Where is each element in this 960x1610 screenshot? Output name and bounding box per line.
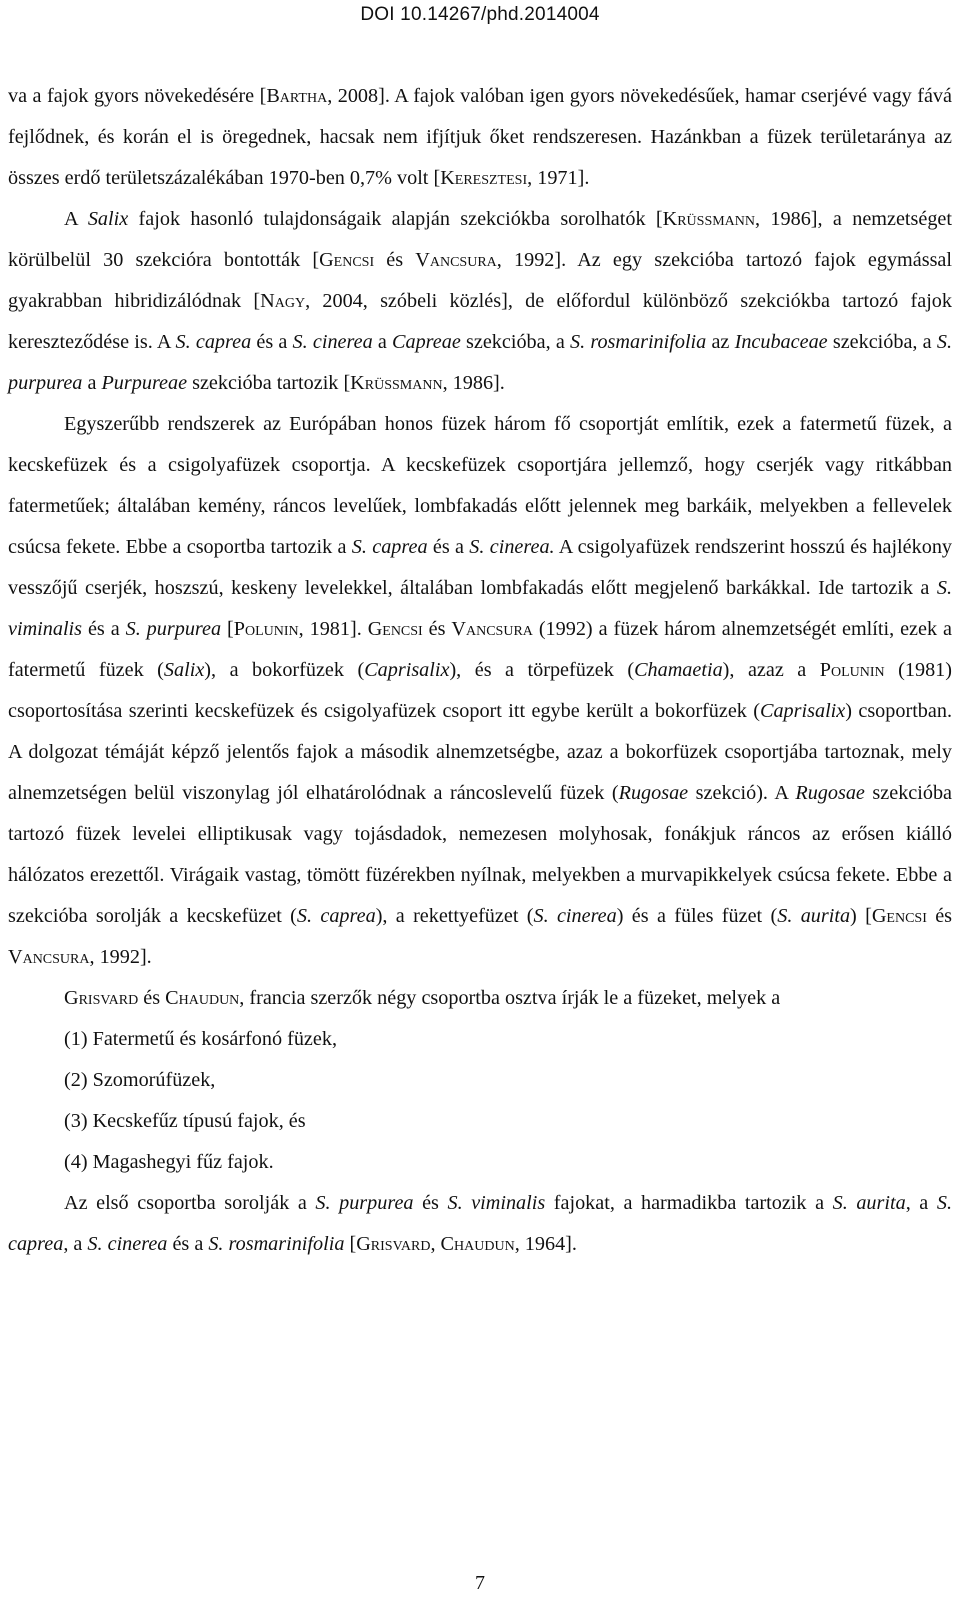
author-name: Polunin [819, 659, 885, 681]
text-run: és a [82, 618, 126, 640]
text-run: A csigolyafüzek rendszerint hosszú és hajlékony vesszőjű cserjék, hoszszú, keskeny levelekkel, általában lombfakadás előtt megjelenő barkákkal. Ide tartozik a [8, 536, 953, 599]
text-run: ), a bokorfüzek ( [204, 659, 365, 681]
text-run: , 1981]. [298, 618, 368, 640]
taxon-name: S. caprea [351, 536, 428, 558]
text-run: szekció). A [688, 782, 796, 804]
taxon-name: S. cinerea [87, 1233, 168, 1255]
taxon-name: S. caprea [8, 1192, 952, 1255]
author-name: Gencsi [319, 249, 375, 271]
taxon-name: S. viminalis [447, 1192, 546, 1214]
text-run: az [706, 331, 735, 353]
text-run: ), azaz a [722, 659, 820, 681]
text-run: és [926, 905, 953, 927]
text-run: ), és a törpefüzek ( [449, 659, 635, 681]
text-run: fajokat, a harmadikba tartozik a [545, 1192, 833, 1214]
list-item: (4) Magashegyi fűz fajok. [64, 1151, 274, 1173]
text-run: fajok hasonló tulajdonságaik alapján szekciókba sorolhatók [ [128, 208, 663, 230]
text-run: ), a rekettyefüzet ( [375, 905, 534, 927]
doi-header: DOI 10.14267/phd.2014004 [360, 4, 600, 25]
text-run: , francia szerzők négy csoportba osztva írják le a füzeket, melyek a [239, 987, 781, 1009]
text-run: Az első csoportba sorolják a [64, 1192, 316, 1214]
text-run: ) csoportban. A dolgozat témáját képző jelentős fajok a második alnemzetségbe, azaz a bokorfüzek csoportjába tartoznak, mely alnemzetségen belül viszonylag jól elhatárolódnak a ráncoslevelű füzek ( [8, 700, 952, 804]
taxon-name: S. purpurea [315, 1192, 414, 1214]
text-run: , 2004, szóbeli közlés], de előfordul különböző szekciókba tartozó fajok kereszteződése is. A [8, 290, 952, 353]
author-name: Krüssmann [350, 372, 443, 394]
text-run: [ [344, 1233, 357, 1255]
taxon-name: S. caprea [175, 331, 252, 353]
text-run: szekcióba tartozó füzek levelei elliptikusak vagy tojásdadok, nemezesen molyhosak, fonákjuk ráncos az erősen kiálló hálózatos erezettől. Virágaik vastag, tömött füzérekben nyílnak, melyekben a murvapikkelyek csúcsa fekete. Ebbe a szekcióba sorolják a kecskefüzet ( [8, 782, 952, 927]
author-name: Chaudun [165, 987, 240, 1009]
text-run: , 1971]. [527, 167, 590, 189]
taxon-name: S. cinerea [533, 905, 617, 927]
author-name: Vancsura [451, 618, 533, 640]
text-run: és [374, 249, 416, 271]
text-run: és [413, 1192, 448, 1214]
page-number: 7 [475, 1572, 485, 1594]
taxon-name: Chamaetia [634, 659, 723, 681]
taxon-name: S. caprea [296, 905, 376, 927]
taxon-name: S. aurita [832, 1192, 906, 1214]
paragraph-1 [8, 76, 952, 199]
text-run: , 1986]. [442, 372, 505, 394]
text-run: (1981) csoportosítása szerinti kecskefüzek és csigolyafüzek csoport itt egybe került a bokorfüzek ( [8, 659, 952, 722]
taxon-name: Salix [87, 208, 129, 230]
text-run: , 1992]. Az egy szekcióba tartozó fajok egymással gyakrabban hibridizálódnak [ [8, 249, 953, 312]
text-run: , a [63, 1233, 88, 1255]
author-name: Vancsura [8, 946, 90, 968]
text-run: ) és a füles füzet ( [616, 905, 778, 927]
author-name: Chaudun [440, 1233, 515, 1255]
text-run: a [372, 331, 393, 353]
taxon-name: Rugosae [618, 782, 689, 804]
text-run: , 1992]. [89, 946, 152, 968]
text-run: , 1986], a nemzetséget körülbelül 30 szekcióra bontották [ [8, 208, 952, 271]
taxon-name: S. viminalis [8, 577, 952, 640]
list-item: (1) Fatermetű és kosárfonó füzek, [64, 1028, 337, 1050]
author-name: Polunin [233, 618, 299, 640]
taxon-name: Purpureae [101, 372, 188, 394]
text-run: Egyszerűbb rendszerek az Európában honos füzek három fő csoportját említik, ezek a fatermetű füzek, a kecskefüzek és a csigolyafüzek csoportja. A kecskefüzek csoportjára jellemző, hogy cserjék vagy ritkábban fatermetűek; általában kemény, ráncos levelűek, lombfakadás előtt jelennek meg barkáik, melyekben a fellevelek csúcsa fekete. Ebbe a csoportba tartozik a [8, 413, 952, 558]
group-list [8, 1019, 952, 1183]
taxon-name: S. aurita [777, 905, 851, 927]
list-item: (3) Kecskefűz típusú fajok, és [64, 1110, 306, 1132]
author-name: Nagy [260, 290, 306, 312]
text-run: szekcióba, a [827, 331, 937, 353]
taxon-name: S. cinerea. [469, 536, 555, 558]
taxon-name: S. rosmarinifolia [570, 331, 707, 353]
taxon-name: Rugosae [795, 782, 865, 804]
taxon-name: Caprisalix [364, 659, 450, 681]
text-run: , [430, 1233, 441, 1255]
author-name: Grisvard [64, 987, 139, 1009]
text-run: , 2008]. A fajok valóban igen gyors növekedésűek, hamar cserjévé vagy fává fejlődnek, és korán el is öregednek, hacsak nem ifjítjuk őket rendszeresen. Hazánkban a füzek területaránya az összes erdő területszázalékában 1970-ben 0,7% volt [ [8, 85, 952, 189]
text-run: és a [251, 331, 293, 353]
text-run: , 1964]. [514, 1233, 577, 1255]
taxon-name: Caprisalix [760, 700, 846, 722]
text-run: ) [ [850, 905, 872, 927]
author-name: Krüssmann [662, 208, 756, 230]
paragraph-2 [8, 199, 952, 404]
text-run: a [82, 372, 102, 394]
author-name: Keresztesi [440, 167, 528, 189]
taxon-name: Capreae [392, 331, 461, 353]
taxon-name: S. purpurea [8, 331, 952, 394]
author-name: Gencsi [871, 905, 927, 927]
text-run: és [138, 987, 166, 1009]
paragraph-4 [8, 978, 952, 1019]
author-name: Grisvard [356, 1233, 431, 1255]
text-run: (1992) a füzek három alnemzetségét említi, ezek a fatermetű füzek ( [8, 618, 952, 681]
text-run: A [64, 208, 88, 230]
author-name: Vancsura [415, 249, 497, 271]
author-name: Gencsi [367, 618, 423, 640]
text-run: és [422, 618, 452, 640]
list-item: (2) Szomorúfüzek, [64, 1069, 216, 1091]
page-body [8, 76, 952, 1265]
text-run: szekcióba tartozik [ [187, 372, 351, 394]
taxon-name: S. purpurea [125, 618, 222, 640]
text-run: , a [905, 1192, 937, 1214]
taxon-name: Incubaceae [734, 331, 828, 353]
text-run: va a fajok gyors növekedésére [ [8, 85, 267, 107]
paragraph-3 [8, 404, 952, 978]
text-run: és a [427, 536, 470, 558]
text-run: szekcióba, a [460, 331, 571, 353]
paragraph-5 [8, 1183, 952, 1265]
text-run: [ [221, 618, 234, 640]
taxon-name: S. cinerea [292, 331, 373, 353]
taxon-name: S. rosmarinifolia [208, 1233, 345, 1255]
text-run: és a [167, 1233, 209, 1255]
taxon-name: Salix [163, 659, 205, 681]
author-name: Bartha [266, 85, 328, 107]
